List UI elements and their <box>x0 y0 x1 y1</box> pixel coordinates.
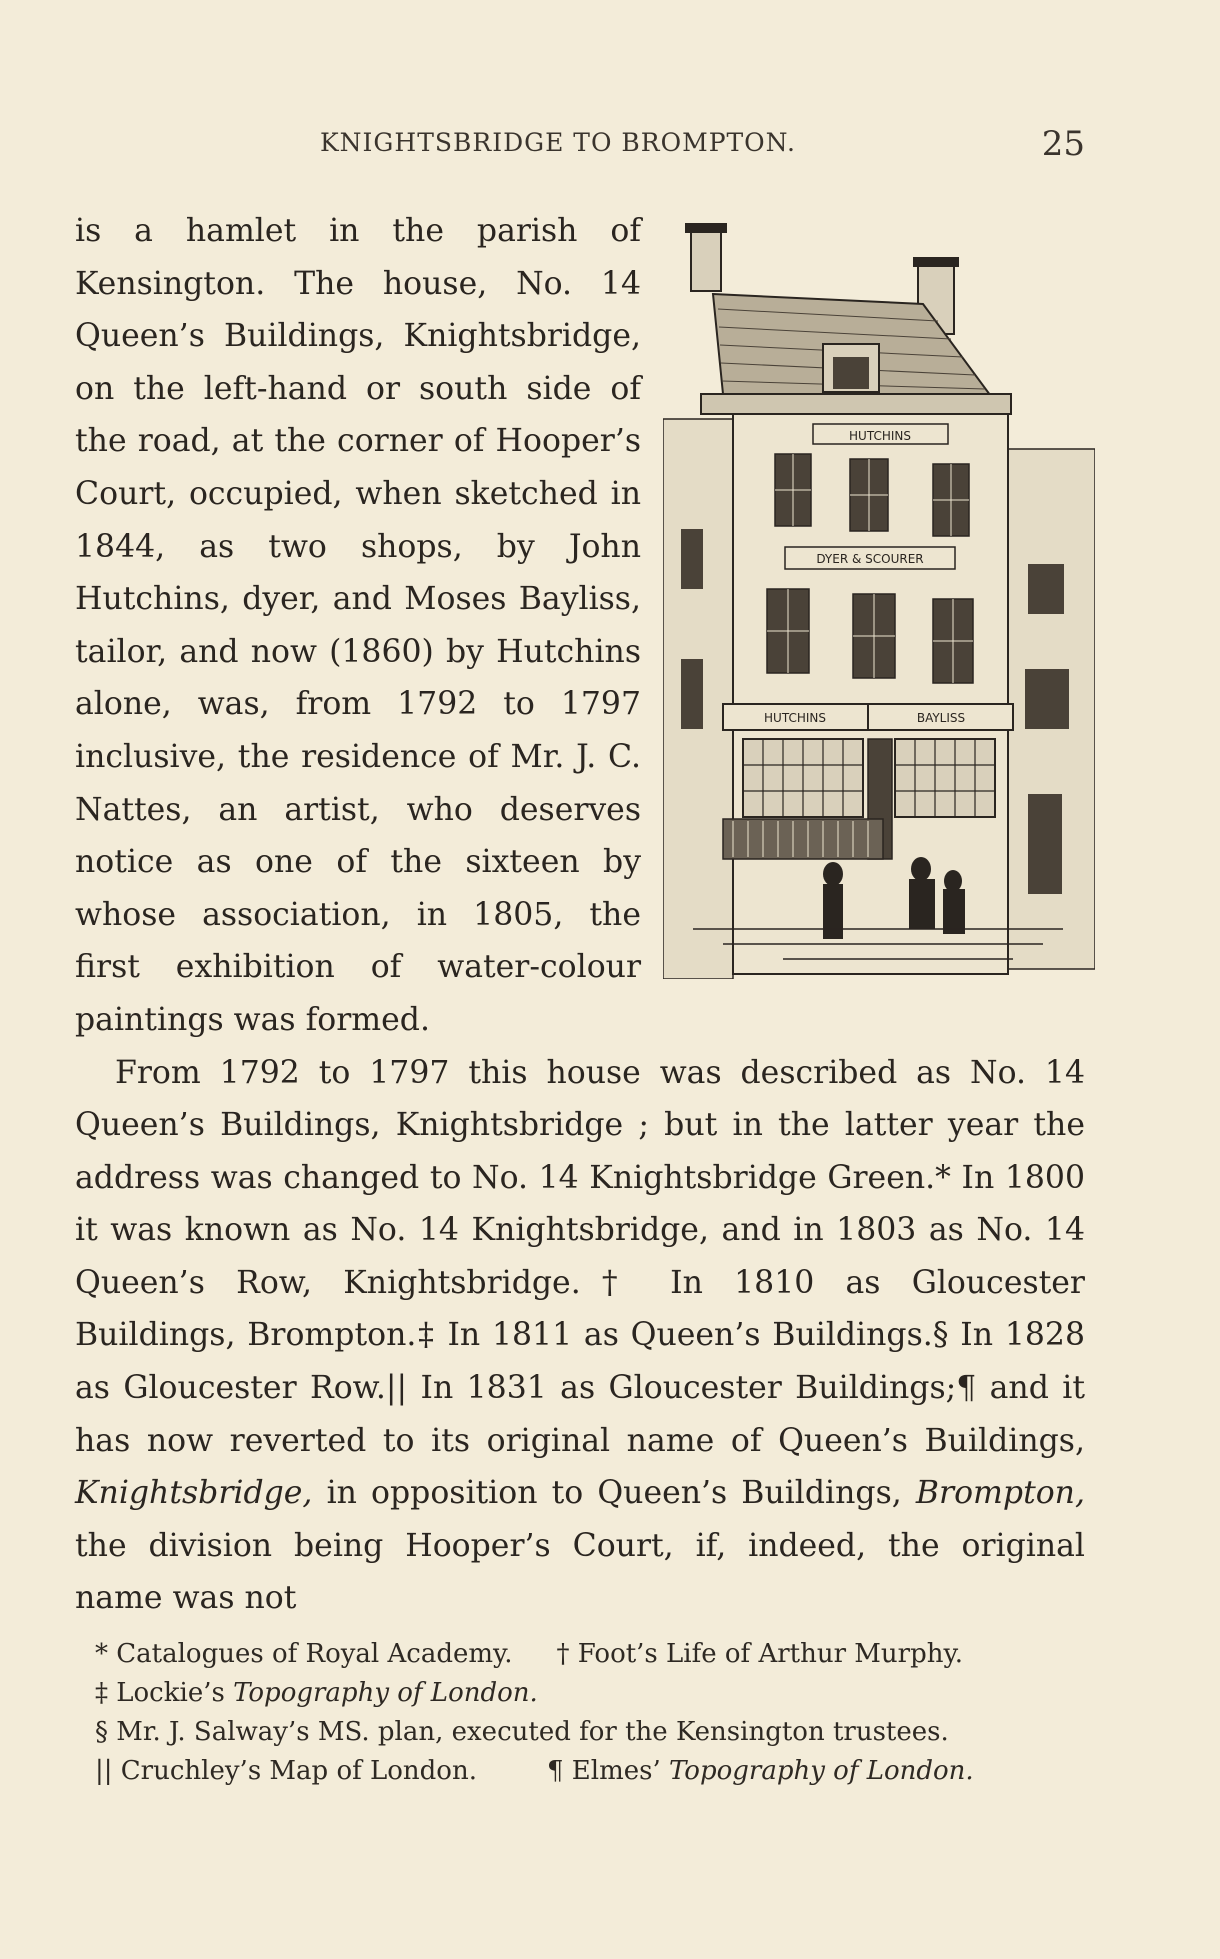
paragraph-1: is a hamlet in the parish of Kensington. The house, No. 14 Queen’s Buildings, Knightsbridge, on the left-hand or south side of the road, at the corner of Hooper’s Court, occupied, when sketched in 1844, as two shops, by John Hutchins, dyer, and Moses Bayliss, tailor, and now (1860) by Hutchins alone, was, from 1792 to 1797 inclusive, the residence of Mr. J. C. Nattes, an artist, who deserves notice as one of the sixteen by whose association, in 1805, the first exhibition of water-colour paintings was formed. <box>75 213 641 1038</box>
house-engraving <box>663 209 1095 979</box>
footnote-row-1 <box>95 1635 1085 1674</box>
running-head: KNIGHTSBRIDGE TO BROMPTON. <box>320 128 796 157</box>
para2-part-b: in opposition to Queen’s Buildings, <box>326 1475 902 1512</box>
para2-italic-brompton: Brompton, <box>915 1475 1085 1512</box>
footnote-6: ¶ Elmes’ <box>546 1756 661 1786</box>
page-number: 25 <box>1041 124 1085 164</box>
body-text <box>75 205 1085 1625</box>
footnote-5: || Cruchley’s Map of London. <box>95 1756 477 1786</box>
page-header <box>320 124 1085 164</box>
sign-middle: DYER & SCOURER <box>816 552 924 566</box>
shop-sign-left: HUTCHINS <box>764 711 826 725</box>
shop-sign-right: BAYLISS <box>916 711 966 725</box>
footnote-row-3 <box>95 1713 1085 1752</box>
footnote-row-4 <box>95 1752 1085 1791</box>
para2-part-a: From 1792 to 1797 this house was described as No. 14 Queen’s Buildings, Knightsbridge ; but in the latter year the address was changed to No. 14 Knightsbridge Green.* In 1800 it was known as No. 14 Knightsbridge, and in 1803 as No. 14 Queen’s Row, Knightsbridge.† In 1810 as Gloucester Buildings, Brompton.‡ In 1811 as Queen’s Buildings.§ In 1828 as Gloucester Row.|| In 1831 as Gloucester Buildings;¶ and it has now reverted to its original name of Queen’s Buildings, <box>75 1054 1085 1459</box>
footnote-2: † Foot’s Life of Arthur Murphy. <box>556 1639 963 1669</box>
footnote-3-title: Topography of London. <box>233 1678 538 1708</box>
sign-top: HUTCHINS <box>849 429 911 443</box>
footnote-4: § Mr. J. Salway’s MS. plan, executed for the Kensington trustees. <box>95 1717 949 1747</box>
para2-part-c: the division being Hooper’s Court, if, indeed, the original name was not <box>75 1527 1085 1617</box>
para2-italic-knightsbridge: Knightsbridge, <box>75 1475 313 1512</box>
footnote-3: ‡ Lockie’s <box>95 1678 225 1708</box>
paragraph-2 <box>75 1047 1085 1626</box>
house-illustration <box>663 209 1095 979</box>
footnote-row-2 <box>95 1674 1085 1713</box>
footnote-6-title: Topography of London. <box>668 1756 974 1786</box>
footnotes <box>95 1635 1085 1791</box>
footnote-1: * Catalogues of Royal Academy. <box>95 1639 513 1669</box>
